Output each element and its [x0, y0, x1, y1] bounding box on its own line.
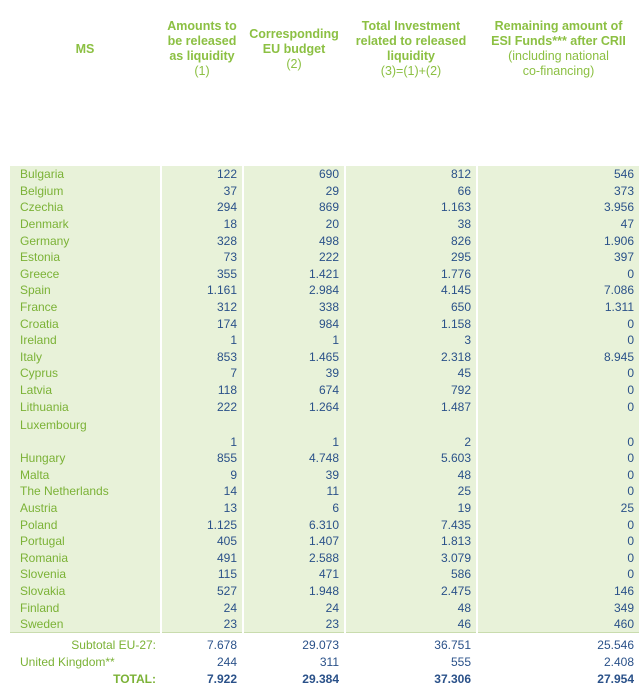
amount-released-cell: 13: [162, 500, 242, 517]
table-row: [10, 249, 639, 266]
ms-name-cell: Croatia: [10, 315, 160, 332]
eu-budget-cell: 984: [244, 315, 344, 332]
ms-name-cell: Latvia: [10, 382, 160, 399]
ms-name-cell: Belgium: [10, 183, 160, 200]
ms-name-cell: Estonia: [10, 249, 160, 266]
ms-name-cell: Finland: [10, 599, 160, 616]
member-state-rows: [10, 166, 639, 632]
amount-released-cell: 294: [162, 199, 242, 216]
total-investment-cell: 5.603: [346, 450, 476, 467]
eu-budget-cell: 498: [244, 232, 344, 249]
table-row: [10, 583, 639, 600]
ms-name-cell: The Netherlands: [10, 483, 160, 500]
ms-name-cell: Hungary: [10, 450, 160, 467]
total-investment-cell: 38: [346, 216, 476, 233]
table-row: [10, 599, 639, 616]
table-row: [10, 382, 639, 399]
total-investment-cell: 7.435: [346, 516, 476, 533]
total-investment-cell: 1.813: [346, 533, 476, 550]
remaining-amount-cell: 1.311: [478, 299, 639, 316]
total-investment-cell: 792: [346, 382, 476, 399]
ms-name-cell: Slovenia: [10, 566, 160, 583]
amount-released-cell: 122: [162, 166, 242, 183]
remaining-amount-cell: 47: [478, 216, 639, 233]
eu-budget-cell: 24: [244, 599, 344, 616]
eu-budget-cell: 29.073: [244, 632, 344, 653]
remaining-amount-cell: 460: [478, 616, 639, 633]
amount-released-cell: 222: [162, 398, 242, 415]
remaining-amount-cell: 0: [478, 365, 639, 382]
remaining-amount-cell: 146: [478, 583, 639, 600]
total-investment-cell: 1.163: [346, 199, 476, 216]
amount-released-cell: 37: [162, 183, 242, 200]
remaining-amount-cell: 0: [478, 382, 639, 399]
total-row: [10, 670, 639, 687]
amount-released-cell: 1.161: [162, 282, 242, 299]
total-investment-cell: 48: [346, 599, 476, 616]
amount-released-cell: 1.125: [162, 516, 242, 533]
remaining-amount-cell: 0: [478, 450, 639, 467]
ms-name-cell: Bulgaria: [10, 166, 160, 183]
total-investment-cell: 37.306: [434, 671, 471, 686]
table-row: [10, 533, 639, 550]
table-row: [10, 332, 639, 349]
eu-budget-cell: 6.310: [244, 516, 344, 533]
total-investment-cell: 555: [450, 654, 471, 669]
total-investment-cell: 36.751: [346, 632, 476, 653]
total-investment-cell: 2: [346, 415, 476, 450]
eu-budget-cell: 11: [244, 483, 344, 500]
amount-released-cell: 527: [162, 583, 242, 600]
total-investment-cell: 295: [346, 249, 476, 266]
amount-released-cell: 7.678: [162, 632, 242, 653]
remaining-amount-cell: 0: [478, 398, 639, 415]
remaining-amount-cell: 0: [478, 467, 639, 484]
eu-budget-cell: 222: [244, 249, 344, 266]
table-row: [10, 467, 639, 484]
table-row: [10, 415, 639, 450]
ms-name-cell: Czechia: [10, 199, 160, 216]
table-row: [10, 398, 639, 415]
total-investment-cell: 1.776: [346, 266, 476, 283]
remaining-amount-cell: 0: [478, 516, 639, 533]
ms-name-cell: Lithuania: [10, 398, 160, 415]
table-row: [10, 266, 639, 283]
ms-name-cell: United Kingdom**: [20, 654, 115, 669]
total-row: [10, 653, 639, 670]
ms-name-cell: Poland: [10, 516, 160, 533]
header-total-investment: Total Investment related to released liquidity (3)=(1)+(2): [346, 10, 476, 88]
total-investment-cell: 19: [346, 500, 476, 517]
amount-released-cell: 9: [162, 467, 242, 484]
total-investment-cell: 650: [346, 299, 476, 316]
eu-budget-cell: 690: [244, 166, 344, 183]
table-row: [10, 450, 639, 467]
remaining-amount-cell: 25: [478, 500, 639, 517]
table-row: [10, 232, 639, 249]
eu-budget-cell: 1.421: [244, 266, 344, 283]
esi-funds-liquidity-table: [8, 10, 641, 687]
ms-name-cell: Portugal: [10, 533, 160, 550]
amount-released-cell: 312: [162, 299, 242, 316]
ms-name-cell: Denmark: [10, 216, 160, 233]
remaining-amount-cell: 8.945: [478, 349, 639, 366]
ms-name-cell: Austria: [10, 500, 160, 517]
remaining-amount-cell: 0: [478, 315, 639, 332]
remaining-amount-cell: 7.086: [478, 282, 639, 299]
total-investment-cell: 3.079: [346, 549, 476, 566]
total-investment-cell: 66: [346, 183, 476, 200]
eu-budget-cell: 29.384: [302, 671, 339, 686]
eu-budget-cell: 311: [319, 654, 339, 669]
total-investment-cell: 586: [346, 566, 476, 583]
eu-budget-cell: 39: [244, 365, 344, 382]
table-row: [10, 516, 639, 533]
table-row: [10, 216, 639, 233]
amount-released-cell: 73: [162, 249, 242, 266]
amount-released-cell: 405: [162, 533, 242, 550]
eu-budget-cell: 1.407: [244, 533, 344, 550]
amount-released-cell: 1: [162, 332, 242, 349]
eu-budget-cell: 674: [244, 382, 344, 399]
amount-released-cell: 7.922: [206, 671, 237, 686]
eu-budget-cell: 2.588: [244, 549, 344, 566]
totals-rows: [10, 632, 639, 687]
table-row: [10, 315, 639, 332]
eu-budget-cell: 1.948: [244, 583, 344, 600]
amount-released-cell: 244: [216, 654, 237, 669]
amount-released-cell: 355: [162, 266, 242, 283]
total-investment-cell: 46: [346, 616, 476, 633]
remaining-amount-cell: 25.546: [478, 632, 639, 653]
remaining-amount-cell: 349: [478, 599, 639, 616]
table-row: [10, 199, 639, 216]
amount-released-cell: 853: [162, 349, 242, 366]
ms-name-cell: Romania: [10, 549, 160, 566]
total-investment-cell: 812: [346, 166, 476, 183]
amount-released-cell: 855: [162, 450, 242, 467]
eu-budget-cell: 4.748: [244, 450, 344, 467]
table-row: [10, 299, 639, 316]
eu-budget-cell: 20: [244, 216, 344, 233]
eu-budget-cell: 338: [244, 299, 344, 316]
remaining-amount-cell: 1.906: [478, 232, 639, 249]
ms-name-cell: Ireland: [10, 332, 160, 349]
amount-released-cell: 7: [162, 365, 242, 382]
table-row: [10, 183, 639, 200]
eu-budget-cell: 1: [244, 415, 344, 450]
header-eu-budget: Corresponding EU budget (2): [244, 10, 344, 88]
ms-name-cell: Italy: [10, 349, 160, 366]
amount-released-cell: 18: [162, 216, 242, 233]
amount-released-cell: 118: [162, 382, 242, 399]
table-row: [10, 349, 639, 366]
eu-budget-cell: 29: [244, 183, 344, 200]
total-investment-cell: 48: [346, 467, 476, 484]
total-investment-cell: 1.158: [346, 315, 476, 332]
ms-name-cell: Malta: [10, 467, 160, 484]
ms-name-cell: Germany: [10, 232, 160, 249]
remaining-amount-cell: 0: [478, 483, 639, 500]
table-row: [10, 365, 639, 382]
total-row: [10, 632, 639, 653]
table-row: [10, 166, 639, 183]
eu-budget-cell: 1.264: [244, 398, 344, 415]
total-investment-cell: 4.145: [346, 282, 476, 299]
remaining-amount-cell: 0: [478, 266, 639, 283]
total-investment-cell: 1.487: [346, 398, 476, 415]
amount-released-cell: 174: [162, 315, 242, 332]
table-row: [10, 483, 639, 500]
table-row: [10, 616, 639, 633]
remaining-amount-cell: 2.408: [603, 654, 634, 669]
eu-budget-cell: 1: [244, 332, 344, 349]
header-amounts-released: Amounts to be released as liquidity (1): [162, 10, 242, 88]
header-row: [10, 10, 639, 88]
eu-budget-cell: 869: [244, 199, 344, 216]
header-remaining-amount: Remaining amount of ESI Funds*** after CRII (including national co-financing): [478, 10, 639, 88]
eu-budget-cell: 39: [244, 467, 344, 484]
remaining-amount-cell: 0: [478, 549, 639, 566]
ms-name-cell: Luxembourg: [10, 415, 160, 450]
amount-released-cell: 1: [162, 415, 242, 450]
eu-budget-cell: 23: [244, 616, 344, 633]
amount-released-cell: 491: [162, 549, 242, 566]
remaining-amount-cell: 0: [478, 415, 639, 450]
eu-budget-cell: 1.465: [244, 349, 344, 366]
table-row: [10, 500, 639, 517]
eu-budget-cell: 6: [244, 500, 344, 517]
header-ms: MS: [10, 10, 160, 88]
total-investment-cell: 25: [346, 483, 476, 500]
remaining-amount-cell: 373: [478, 183, 639, 200]
remaining-amount-cell: 0: [478, 533, 639, 550]
ms-name-cell: Subtotal EU-27:: [10, 632, 160, 653]
ms-name-cell: Spain: [10, 282, 160, 299]
ms-name-cell: Cyprus: [10, 365, 160, 382]
remaining-amount-cell: 546: [478, 166, 639, 183]
amount-released-cell: 24: [162, 599, 242, 616]
remaining-amount-cell: 3.956: [478, 199, 639, 216]
remaining-amount-cell: 397: [478, 249, 639, 266]
eu-budget-cell: 2.984: [244, 282, 344, 299]
amount-released-cell: 115: [162, 566, 242, 583]
total-investment-cell: 2.475: [346, 583, 476, 600]
total-investment-cell: 3: [346, 332, 476, 349]
table-row: [10, 282, 639, 299]
remaining-amount-cell: 27.954: [597, 671, 634, 686]
ms-name-cell: Sweden: [10, 616, 160, 633]
ms-name-cell: TOTAL:: [113, 671, 156, 686]
eu-budget-cell: 471: [244, 566, 344, 583]
total-investment-cell: 45: [346, 365, 476, 382]
amount-released-cell: 23: [162, 616, 242, 633]
amount-released-cell: 328: [162, 232, 242, 249]
table-row: [10, 549, 639, 566]
total-investment-cell: 826: [346, 232, 476, 249]
remaining-amount-cell: 0: [478, 332, 639, 349]
remaining-amount-cell: 0: [478, 566, 639, 583]
ms-name-cell: Slovakia: [10, 583, 160, 600]
ms-name-cell: France: [10, 299, 160, 316]
total-investment-cell: 2.318: [346, 349, 476, 366]
ms-name-cell: Greece: [10, 266, 160, 283]
table-row: [10, 566, 639, 583]
amount-released-cell: 14: [162, 483, 242, 500]
